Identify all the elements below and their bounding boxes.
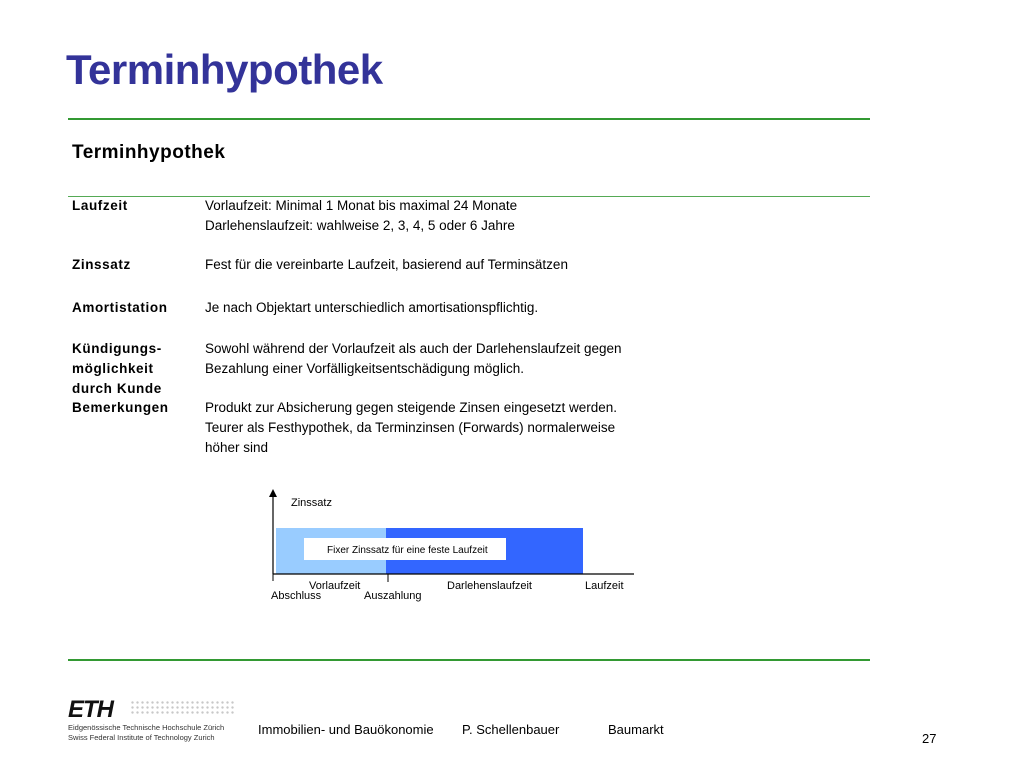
row-value — [205, 298, 685, 318]
phase-pre-label: Vorlaufzeit — [309, 580, 361, 592]
row-label-line: Zinssatz — [72, 257, 131, 272]
row-label-line: durch Kunde — [72, 381, 162, 396]
eth-logo-mark: ETH — [68, 696, 113, 723]
row-value-line: Darlehenslaufzeit: wahlweise 2, 3, 4, 5 oder 6 Jahre — [205, 218, 515, 233]
eth-logo-pattern — [130, 700, 234, 716]
row-label-line: möglichkeit — [72, 361, 154, 376]
eth-logo-line-english: Swiss Federal Institute of Technology Zurich — [68, 733, 215, 742]
title-divider — [68, 118, 870, 120]
slide-title: Terminhypothek — [66, 46, 383, 93]
y-axis-arrow — [269, 489, 277, 497]
row-value-line: Bezahlung einer Vorfälligkeitsentschädigung möglich. — [205, 361, 524, 376]
footer-author: P. Schellenbauer — [462, 722, 560, 737]
event-start-label: Abschluss — [271, 590, 322, 602]
fixed-rate-label: Fixer Zinssatz für eine feste Laufzeit — [327, 545, 488, 556]
row-label — [72, 339, 202, 399]
row-label — [72, 255, 202, 275]
y-axis-label: Zinssatz — [291, 497, 332, 509]
row-value-line: Vorlaufzeit: Minimal 1 Monat bis maximal 24 Monate — [205, 198, 518, 213]
page-number: 27 — [922, 731, 937, 746]
row-label-line: Laufzeit — [72, 198, 128, 213]
row-value — [205, 255, 685, 275]
footer-course: Immobilien- und Bauökonomie — [258, 722, 434, 737]
row-value-line: Sowohl während der Vorlaufzeit als auch der Darlehenslaufzeit gegen — [205, 341, 622, 356]
x-axis-label: Laufzeit — [585, 580, 624, 592]
eth-logo-line-german: Eidgenössische Technische Hochschule Zürich — [68, 723, 225, 732]
eth-logo — [68, 696, 234, 746]
row-value — [205, 196, 685, 236]
row-value-line: Produkt zur Absicherung gegen steigende Zinsen eingesetzt werden. — [205, 400, 618, 415]
row-value-line: höher sind — [205, 440, 269, 455]
row-label-line: Amortistation — [72, 300, 168, 315]
row-label-line: Bemerkungen — [72, 400, 169, 415]
row-label — [72, 298, 202, 318]
diagram-svg — [262, 486, 642, 606]
event-payout-label: Auszahlung — [364, 590, 422, 602]
interest-diagram — [262, 486, 642, 606]
row-label-line: Kündigungs- — [72, 341, 162, 356]
section-title: Terminhypothek — [72, 142, 226, 163]
footer-divider — [68, 659, 870, 661]
footer-topic: Baumarkt — [608, 722, 664, 737]
row-value-line: Je nach Objektart unterschiedlich amortisationspflichtig. — [205, 300, 539, 315]
phase-main-label: Darlehenslaufzeit — [447, 580, 532, 592]
row-value — [205, 398, 685, 458]
row-label — [72, 398, 202, 418]
row-label — [72, 196, 202, 216]
row-value-line: Fest für die vereinbarte Laufzeit, basierend auf Terminsätzen — [205, 257, 568, 272]
row-value-line: Teurer als Festhypothek, da Terminzinsen (Forwards) normalerweise — [205, 420, 616, 435]
row-value — [205, 339, 685, 379]
